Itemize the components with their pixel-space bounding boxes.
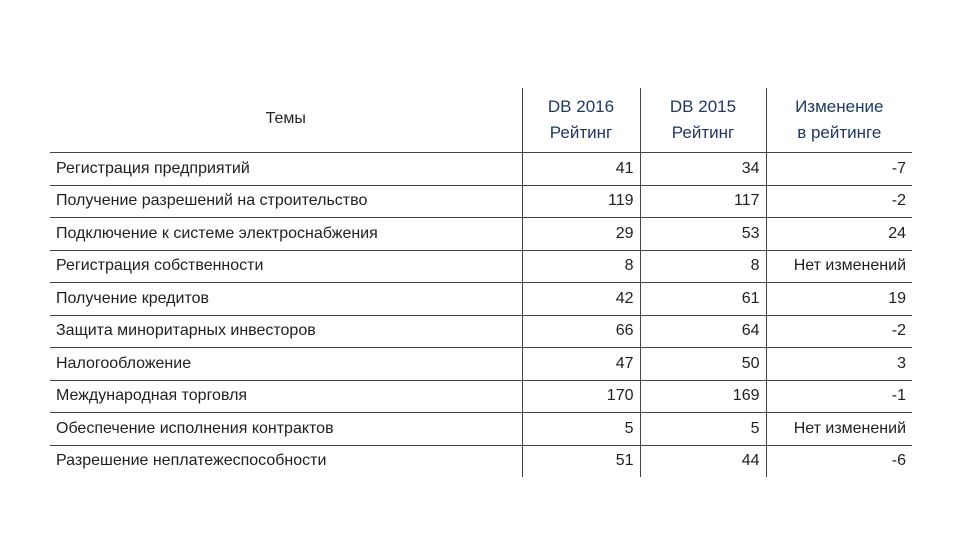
cell-db2015-rank: 64 [640, 315, 766, 348]
cell-db2015-rank: 61 [640, 283, 766, 316]
cell-db2016-rank: 41 [522, 153, 640, 186]
cell-rank-change: -7 [766, 153, 912, 186]
cell-db2016-rank: 29 [522, 218, 640, 251]
table-row [50, 250, 912, 283]
cell-db2016-rank: 170 [522, 380, 640, 413]
table-body [50, 153, 912, 478]
cell-topic: Получение кредитов [50, 283, 522, 316]
cell-topic: Защита миноритарных инвесторов [50, 315, 522, 348]
cell-rank-change: -1 [766, 380, 912, 413]
header-db2016 [522, 88, 640, 153]
table-row [50, 153, 912, 186]
cell-rank-change: Нет изменений [766, 413, 912, 446]
cell-rank-change: -2 [766, 315, 912, 348]
cell-topic: Налогообложение [50, 348, 522, 381]
cell-db2016-rank: 42 [522, 283, 640, 316]
cell-db2016-rank: 5 [522, 413, 640, 446]
cell-rank-change: 19 [766, 283, 912, 316]
cell-db2016-rank: 8 [522, 250, 640, 283]
cell-rank-change: Нет изменений [766, 250, 912, 283]
cell-db2015-rank: 169 [640, 380, 766, 413]
header-db2015-line2: Рейтинг [671, 123, 735, 142]
cell-topic: Регистрация предприятий [50, 153, 522, 186]
ranking-table [50, 88, 912, 477]
table-row [50, 218, 912, 251]
cell-db2015-rank: 44 [640, 445, 766, 477]
cell-db2016-rank: 51 [615, 452, 634, 470]
cell-db2015-rank: 53 [640, 218, 766, 251]
cell-topic: Получение разрешений на строительство [50, 185, 522, 218]
cell-db2015-rank: 5 [640, 413, 766, 446]
header-change [766, 88, 912, 153]
header-db2016-line2: Рейтинг [549, 123, 613, 142]
table-row [50, 185, 912, 218]
cell-db2015-rank: 8 [640, 250, 766, 283]
cell-topic: Разрешение неплатежеспособности [50, 445, 522, 477]
cell-rank-change: -2 [766, 185, 912, 218]
cell-db2015-rank: 50 [640, 348, 766, 381]
cell-topic: Обеспечение исполнения контрактов [50, 413, 522, 446]
table-row [50, 283, 912, 316]
header-db2016-line1: DB 2016 [547, 97, 615, 116]
table-row [50, 315, 912, 348]
cell-db2015-rank: 117 [640, 185, 766, 218]
cell-rank-change: 3 [766, 348, 912, 381]
table-row [50, 380, 912, 413]
table-header-row [50, 88, 912, 153]
header-db2015 [640, 88, 766, 153]
table-row [50, 413, 912, 446]
table-row [50, 348, 912, 381]
cell-db2016-rank: 47 [522, 348, 640, 381]
cell-topic: Регистрация собственности [50, 250, 522, 283]
cell-rank-change: -6 [891, 452, 906, 470]
table-row [50, 445, 912, 477]
cell-rank-change: 24 [766, 218, 912, 251]
cell-topic: Международная торговля [50, 380, 522, 413]
cell-topic: Подключение к системе электроснабжения [50, 218, 522, 251]
cell-db2016-rank: 119 [522, 185, 640, 218]
cell-db2015-rank: 34 [640, 153, 766, 186]
cell-db2016-rank: 66 [522, 315, 640, 348]
header-change-line2: в рейтинге [797, 123, 882, 142]
header-change-line1: Изменение [795, 97, 884, 116]
header-db2015-line1: DB 2015 [669, 97, 737, 116]
header-topic: Темы [50, 88, 522, 153]
